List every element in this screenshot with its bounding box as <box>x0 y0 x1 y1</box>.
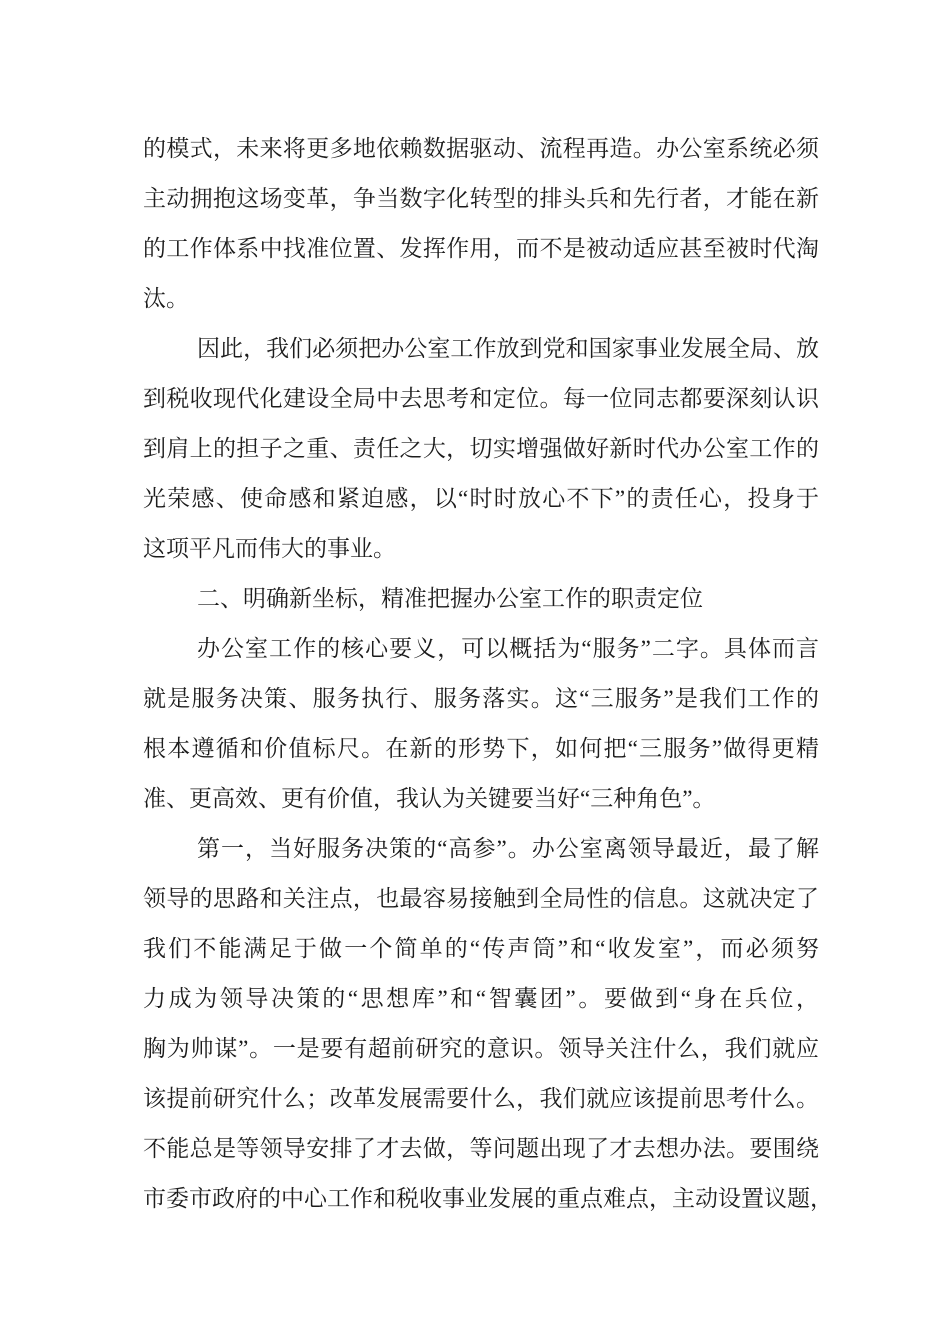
text-line: 汰。 <box>143 286 189 311</box>
section-heading: 二、明确新坐标，精准把握办公室工作的职责定位 <box>197 586 703 611</box>
text-line: 到肩上的担子之重、责任之大，切实增强做好新时代办公室工作的 <box>143 436 819 461</box>
text-line: 领导的思路和关注点，也最容易接触到全局性的信息。这就决定了 <box>143 886 819 911</box>
text-line: 因此，我们必须把办公室工作放到党和国家事业发展全局、放 <box>197 336 819 361</box>
text-line: 力成为领导决策的“思想库”和“智囊团”。要做到“身在兵位， <box>143 986 819 1011</box>
text-line: 该提前研究什么；改革发展需要什么，我们就应该提前思考什么。 <box>143 1086 819 1111</box>
text-line: 就是服务决策、服务执行、服务落实。这“三服务”是我们工作的 <box>143 686 819 711</box>
text-line: 的模式，未来将更多地依赖数据驱动、流程再造。办公室系统必须 <box>143 136 819 161</box>
text-line: 准、更高效、更有价值，我认为关键要当好“三种角色”。 <box>143 786 716 811</box>
text-line: 这项平凡而伟大的事业。 <box>143 536 396 561</box>
text-line: 我们不能满足于做一个简单的“传声筒”和“收发室”，而必须努 <box>143 936 819 961</box>
text-line: 的工作体系中找准位置、发挥作用，而不是被动适应甚至被时代淘 <box>143 236 819 261</box>
text-line: 不能总是等领导安排了才去做，等问题出现了才去想办法。要围绕 <box>143 1136 819 1161</box>
text-line: 主动拥抱这场变革，争当数字化转型的排头兵和先行者，才能在新 <box>143 186 819 211</box>
text-line: 光荣感、使命感和紧迫感，以“时时放心不下”的责任心，投身于 <box>143 486 819 511</box>
text-line: 办公室工作的核心要义，可以概括为“服务”二字。具体而言 <box>197 636 819 661</box>
text-line: 市委市政府的中心工作和税收事业发展的重点难点，主动设置议题， <box>143 1186 833 1211</box>
document-page <box>143 124 833 1224</box>
text-line: 根本遵循和价值标尺。在新的形势下，如何把“三服务”做得更精 <box>143 736 819 761</box>
text-line: 胸为帅谋”。一是要有超前研究的意识。领导关注什么，我们就应 <box>143 1036 819 1061</box>
text-line: 第一，当好服务决策的“高参”。办公室离领导最近，最了解 <box>197 836 819 861</box>
text-line: 到税收现代化建设全局中去思考和定位。每一位同志都要深刻认识 <box>143 386 819 411</box>
